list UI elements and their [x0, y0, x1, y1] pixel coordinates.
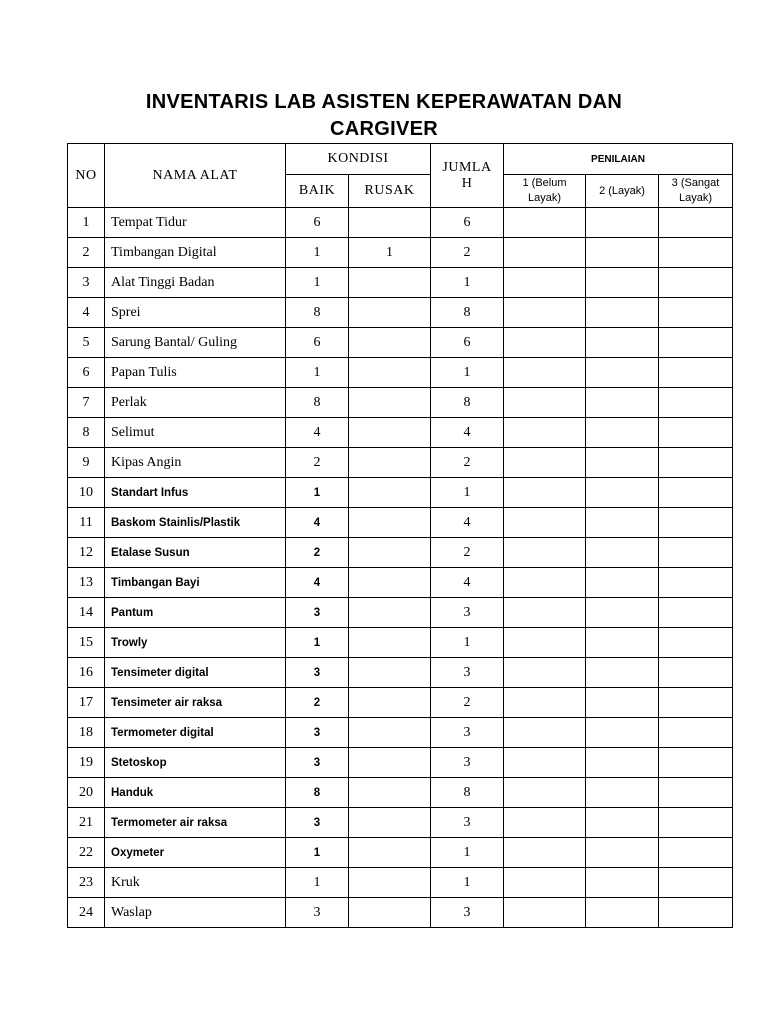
cell-baik: 8 — [286, 298, 349, 328]
cell-nama-alat: Selimut — [105, 418, 286, 448]
cell-nama-alat: Papan Tulis — [105, 358, 286, 388]
cell-penilaian-1 — [504, 208, 586, 238]
header-penilaian-1 — [504, 175, 586, 208]
table-row — [68, 238, 733, 268]
cell-baik: 3 — [286, 898, 349, 928]
cell-no: 19 — [68, 748, 105, 778]
cell-penilaian-3 — [659, 448, 733, 478]
cell-penilaian-2 — [586, 418, 659, 448]
header-rusak: RUSAK — [349, 175, 431, 208]
cell-no: 20 — [68, 778, 105, 808]
cell-jumlah: 3 — [431, 718, 504, 748]
table-row — [68, 448, 733, 478]
cell-nama-alat: Trowly — [105, 628, 286, 658]
table-row — [68, 748, 733, 778]
cell-jumlah: 3 — [431, 658, 504, 688]
table-row — [68, 868, 733, 898]
cell-penilaian-1 — [504, 748, 586, 778]
cell-rusak — [349, 208, 431, 238]
cell-penilaian-1 — [504, 328, 586, 358]
cell-jumlah: 8 — [431, 388, 504, 418]
cell-baik: 1 — [286, 268, 349, 298]
cell-penilaian-2 — [586, 718, 659, 748]
table-row — [68, 628, 733, 658]
table-row — [68, 778, 733, 808]
table-row — [68, 358, 733, 388]
cell-no: 1 — [68, 208, 105, 238]
cell-penilaian-3 — [659, 388, 733, 418]
header-nama-alat: NAMA ALAT — [105, 144, 286, 208]
cell-penilaian-3 — [659, 508, 733, 538]
inventory-table — [67, 143, 733, 928]
header-penilaian-3-line-1: 3 (Sangat — [671, 177, 720, 189]
cell-nama-alat: Handuk — [105, 778, 286, 808]
cell-penilaian-1 — [504, 448, 586, 478]
cell-baik: 3 — [286, 748, 349, 778]
cell-no: 16 — [68, 658, 105, 688]
cell-penilaian-1 — [504, 628, 586, 658]
cell-penilaian-2 — [586, 388, 659, 418]
cell-penilaian-1 — [504, 688, 586, 718]
header-jumlah-line-2: H — [461, 175, 473, 191]
table-row — [68, 328, 733, 358]
cell-baik: 2 — [286, 448, 349, 478]
cell-nama-alat: Timbangan Digital — [105, 238, 286, 268]
cell-jumlah: 3 — [431, 748, 504, 778]
table-row — [68, 568, 733, 598]
title-line-1: INVENTARIS LAB ASISTEN KEPERAWATAN DAN — [145, 91, 623, 113]
cell-penilaian-1 — [504, 238, 586, 268]
cell-jumlah: 1 — [431, 478, 504, 508]
cell-nama-alat: Kipas Angin — [105, 448, 286, 478]
cell-jumlah: 2 — [431, 238, 504, 268]
cell-nama-alat: Termometer digital — [105, 718, 286, 748]
document-title — [0, 89, 768, 143]
table-row — [68, 388, 733, 418]
cell-jumlah: 3 — [431, 898, 504, 928]
cell-baik: 4 — [286, 418, 349, 448]
cell-nama-alat: Pantum — [105, 598, 286, 628]
header-penilaian-2: 2 (Layak) — [586, 175, 659, 208]
cell-penilaian-2 — [586, 478, 659, 508]
cell-nama-alat: Alat Tinggi Badan — [105, 268, 286, 298]
cell-nama-alat: Stetoskop — [105, 748, 286, 778]
cell-no: 13 — [68, 568, 105, 598]
header-jumlah — [431, 144, 504, 208]
title-line-2: CARGIVER — [330, 118, 438, 140]
header-kondisi: KONDISI — [286, 144, 431, 175]
cell-penilaian-2 — [586, 298, 659, 328]
cell-penilaian-3 — [659, 688, 733, 718]
cell-penilaian-2 — [586, 508, 659, 538]
cell-rusak — [349, 268, 431, 298]
cell-penilaian-1 — [504, 298, 586, 328]
cell-no: 17 — [68, 688, 105, 718]
cell-penilaian-2 — [586, 808, 659, 838]
cell-jumlah: 6 — [431, 208, 504, 238]
cell-baik: 1 — [286, 838, 349, 868]
table-row — [68, 208, 733, 238]
cell-jumlah: 1 — [431, 868, 504, 898]
cell-penilaian-2 — [586, 748, 659, 778]
cell-penilaian-3 — [659, 358, 733, 388]
cell-rusak — [349, 418, 431, 448]
cell-penilaian-1 — [504, 568, 586, 598]
cell-jumlah: 8 — [431, 298, 504, 328]
cell-jumlah: 1 — [431, 838, 504, 868]
cell-no: 11 — [68, 508, 105, 538]
cell-rusak — [349, 838, 431, 868]
cell-jumlah: 2 — [431, 448, 504, 478]
cell-rusak — [349, 448, 431, 478]
cell-penilaian-2 — [586, 358, 659, 388]
cell-nama-alat: Sprei — [105, 298, 286, 328]
cell-penilaian-2 — [586, 598, 659, 628]
table-row — [68, 688, 733, 718]
table-row — [68, 298, 733, 328]
cell-no: 18 — [68, 718, 105, 748]
cell-penilaian-2 — [586, 568, 659, 598]
cell-jumlah: 1 — [431, 628, 504, 658]
cell-penilaian-1 — [504, 538, 586, 568]
cell-penilaian-1 — [504, 268, 586, 298]
cell-rusak — [349, 658, 431, 688]
cell-jumlah: 2 — [431, 688, 504, 718]
cell-nama-alat: Tempat Tidur — [105, 208, 286, 238]
cell-penilaian-1 — [504, 898, 586, 928]
cell-rusak — [349, 298, 431, 328]
cell-nama-alat: Baskom Stainlis/Plastik — [105, 508, 286, 538]
cell-nama-alat: Sarung Bantal/ Guling — [105, 328, 286, 358]
table-body — [68, 208, 733, 928]
cell-penilaian-2 — [586, 658, 659, 688]
cell-no: 21 — [68, 808, 105, 838]
cell-jumlah: 8 — [431, 778, 504, 808]
cell-rusak — [349, 778, 431, 808]
cell-rusak — [349, 388, 431, 418]
cell-rusak — [349, 688, 431, 718]
cell-nama-alat: Etalase Susun — [105, 538, 286, 568]
cell-penilaian-3 — [659, 568, 733, 598]
header-penilaian-1-line-1: 1 (Belum — [522, 177, 567, 189]
cell-penilaian-1 — [504, 358, 586, 388]
cell-baik: 3 — [286, 808, 349, 838]
cell-jumlah: 4 — [431, 568, 504, 598]
cell-penilaian-1 — [504, 778, 586, 808]
cell-baik: 2 — [286, 688, 349, 718]
cell-nama-alat: Tensimeter digital — [105, 658, 286, 688]
cell-penilaian-2 — [586, 838, 659, 868]
cell-no: 4 — [68, 298, 105, 328]
table-row — [68, 838, 733, 868]
cell-jumlah: 3 — [431, 598, 504, 628]
cell-penilaian-1 — [504, 838, 586, 868]
cell-nama-alat: Waslap — [105, 898, 286, 928]
cell-penilaian-3 — [659, 418, 733, 448]
cell-no: 10 — [68, 478, 105, 508]
cell-rusak — [349, 718, 431, 748]
cell-penilaian-1 — [504, 598, 586, 628]
table-header — [68, 144, 733, 208]
cell-rusak — [349, 508, 431, 538]
cell-rusak — [349, 898, 431, 928]
cell-jumlah: 6 — [431, 328, 504, 358]
cell-rusak — [349, 478, 431, 508]
cell-rusak — [349, 568, 431, 598]
cell-penilaian-3 — [659, 298, 733, 328]
table-row — [68, 598, 733, 628]
cell-baik: 4 — [286, 568, 349, 598]
cell-nama-alat: Tensimeter air raksa — [105, 688, 286, 718]
cell-penilaian-3 — [659, 628, 733, 658]
cell-no: 6 — [68, 358, 105, 388]
table-row — [68, 808, 733, 838]
table-row — [68, 658, 733, 688]
cell-penilaian-3 — [659, 538, 733, 568]
cell-nama-alat: Standart Infus — [105, 478, 286, 508]
cell-penilaian-3 — [659, 658, 733, 688]
header-penilaian-1-line-2: Layak) — [527, 192, 562, 204]
cell-penilaian-3 — [659, 328, 733, 358]
cell-baik: 8 — [286, 388, 349, 418]
cell-baik: 8 — [286, 778, 349, 808]
cell-no: 22 — [68, 838, 105, 868]
cell-jumlah: 1 — [431, 358, 504, 388]
cell-rusak — [349, 868, 431, 898]
header-penilaian-3-line-2: Layak) — [678, 192, 713, 204]
cell-penilaian-3 — [659, 748, 733, 778]
header-jumlah-line-1: JUMLA — [442, 159, 492, 175]
cell-penilaian-3 — [659, 718, 733, 748]
cell-rusak — [349, 598, 431, 628]
cell-penilaian-2 — [586, 868, 659, 898]
header-penilaian-3 — [659, 175, 733, 208]
cell-baik: 6 — [286, 208, 349, 238]
cell-penilaian-1 — [504, 868, 586, 898]
cell-rusak — [349, 628, 431, 658]
cell-penilaian-3 — [659, 268, 733, 298]
table-row — [68, 898, 733, 928]
cell-penilaian-2 — [586, 628, 659, 658]
cell-penilaian-2 — [586, 688, 659, 718]
table-row — [68, 538, 733, 568]
header-no: NO — [68, 144, 105, 208]
cell-baik: 1 — [286, 358, 349, 388]
cell-penilaian-1 — [504, 718, 586, 748]
cell-penilaian-1 — [504, 388, 586, 418]
cell-jumlah: 1 — [431, 268, 504, 298]
header-penilaian: PENILAIAN — [504, 144, 733, 175]
cell-penilaian-2 — [586, 208, 659, 238]
cell-nama-alat: Timbangan Bayi — [105, 568, 286, 598]
cell-rusak — [349, 748, 431, 778]
cell-no: 8 — [68, 418, 105, 448]
cell-jumlah: 3 — [431, 808, 504, 838]
cell-nama-alat: Kruk — [105, 868, 286, 898]
cell-penilaian-1 — [504, 508, 586, 538]
cell-jumlah: 2 — [431, 538, 504, 568]
cell-no: 24 — [68, 898, 105, 928]
cell-penilaian-3 — [659, 808, 733, 838]
cell-jumlah: 4 — [431, 508, 504, 538]
table-row — [68, 508, 733, 538]
cell-penilaian-2 — [586, 898, 659, 928]
cell-no: 3 — [68, 268, 105, 298]
cell-penilaian-2 — [586, 238, 659, 268]
cell-rusak: 1 — [349, 238, 431, 268]
cell-penilaian-2 — [586, 778, 659, 808]
cell-baik: 1 — [286, 868, 349, 898]
cell-no: 23 — [68, 868, 105, 898]
cell-rusak — [349, 808, 431, 838]
cell-baik: 1 — [286, 478, 349, 508]
cell-baik: 2 — [286, 538, 349, 568]
cell-penilaian-2 — [586, 448, 659, 478]
cell-baik: 3 — [286, 718, 349, 748]
table-row — [68, 268, 733, 298]
cell-jumlah: 4 — [431, 418, 504, 448]
cell-penilaian-3 — [659, 598, 733, 628]
cell-no: 9 — [68, 448, 105, 478]
cell-no: 12 — [68, 538, 105, 568]
cell-no: 15 — [68, 628, 105, 658]
header-baik: BAIK — [286, 175, 349, 208]
cell-nama-alat: Termometer air raksa — [105, 808, 286, 838]
cell-rusak — [349, 358, 431, 388]
table-row — [68, 478, 733, 508]
cell-baik: 4 — [286, 508, 349, 538]
cell-penilaian-3 — [659, 208, 733, 238]
cell-penilaian-1 — [504, 658, 586, 688]
cell-penilaian-1 — [504, 478, 586, 508]
table-row — [68, 718, 733, 748]
cell-penilaian-2 — [586, 328, 659, 358]
cell-penilaian-2 — [586, 538, 659, 568]
cell-penilaian-1 — [504, 418, 586, 448]
cell-penilaian-3 — [659, 238, 733, 268]
cell-baik: 3 — [286, 658, 349, 688]
cell-rusak — [349, 328, 431, 358]
cell-penilaian-3 — [659, 778, 733, 808]
cell-penilaian-2 — [586, 268, 659, 298]
cell-penilaian-3 — [659, 868, 733, 898]
cell-no: 5 — [68, 328, 105, 358]
cell-baik: 6 — [286, 328, 349, 358]
cell-baik: 1 — [286, 238, 349, 268]
cell-nama-alat: Oxymeter — [105, 838, 286, 868]
cell-no: 2 — [68, 238, 105, 268]
cell-penilaian-3 — [659, 478, 733, 508]
cell-baik: 3 — [286, 598, 349, 628]
cell-penilaian-1 — [504, 808, 586, 838]
cell-penilaian-3 — [659, 898, 733, 928]
cell-baik: 1 — [286, 628, 349, 658]
table-row — [68, 418, 733, 448]
cell-nama-alat: Perlak — [105, 388, 286, 418]
cell-penilaian-3 — [659, 838, 733, 868]
cell-no: 14 — [68, 598, 105, 628]
cell-no: 7 — [68, 388, 105, 418]
cell-rusak — [349, 538, 431, 568]
